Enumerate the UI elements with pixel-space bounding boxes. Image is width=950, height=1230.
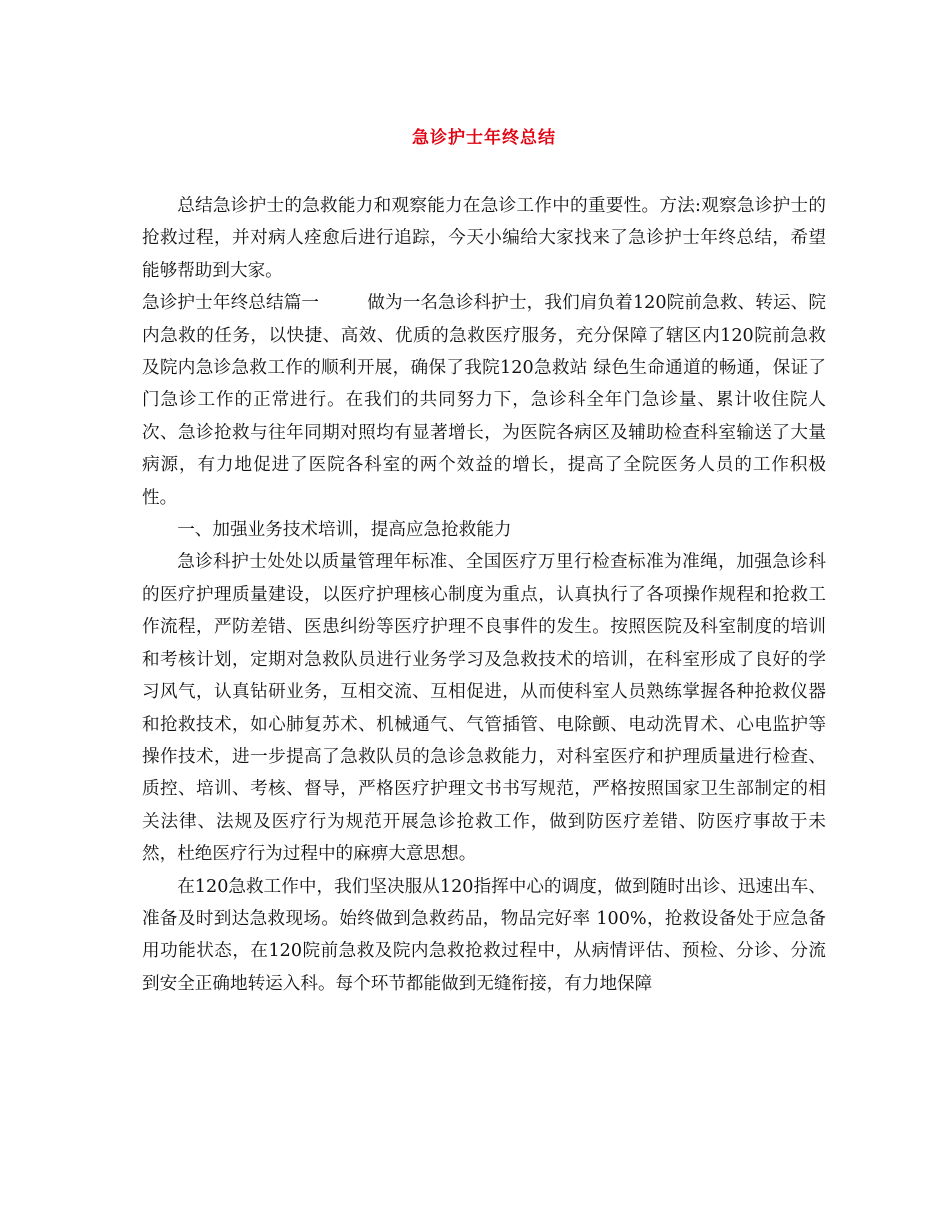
intro-paragraph: 总结急诊护士的急救能力和观察能力在急诊工作中的重要性。方法:观察急诊护士的抢救过程，并对病人痊愈后进行追踪，今天小编给大家找来了急诊护士年终总结，希望能够帮助到大家。 <box>142 196 826 281</box>
document-body <box>142 190 826 1000</box>
training-paragraph: 急诊科护士处处以质量管理年标准、全国医疗万里行检查标准为准绳，加强急诊科的医疗护理质量建设，以医疗护理核心制度为重点，认真执行了各项操作规程和抢救工作流程，严防差错、医患纠纷等医疗护理不良事件的发生。按照医院及科室制度的培训和考核计划，定期对急救队员进行业务学习及急救技术的培训，在科室形成了良好的学习风气，认真钻研业务，互相交流、互相促进，从而使科室人员熟练掌握各种抢救仪器和抢救技术，如心肺复苏术、机械通气、气管插管、电除颤、电动洗胃术、心电监护等操作技术，进一步提高了急救队员的急诊急救能力，对科室医疗和护理质量进行检查、质控、培训、考核、督导，严格医疗护理文书书写规范，严格按照国家卫生部制定的相关法律、法规及医疗行为规范开展急诊抢救工作，做到防医疗差错、防医疗事故于未然，杜绝医疗行为过程中的麻痹大意思想。 <box>142 552 826 865</box>
emergency-120-paragraph: 在120急救工作中，我们坚决服从120指挥中心的调度，做到随时出诊、迅速出车、准备及时到达急救现场。始终做到急救药品，物品完好率 100%，抢救设备处于应急备用功能状态，在120院前急救及院内急救抢救过程中，从病情评估、预检、分诊、分流到安全正确地转运入科。每个环节都能做到无缝衔接，有力地保障 <box>142 876 826 994</box>
part-one-paragraph <box>142 287 826 514</box>
section-heading: 一、加强业务技术培训，提高应急抢救能力 <box>177 520 512 541</box>
part-first-text: 做为一名急诊科护士，我们肩负着120院前急救、转运、院内急救的任务，以快捷、高效、优质的急救医疗服务，充分保障了辖区内120院前急救及院内急诊急救工作的顺利开展，确保了我院120急救站 绿色生命通道的畅通，保证了门急诊工作的正常进行。在我们的共同努力下，急诊科全年门急诊量、累计收住院人次、急诊抢救与往年同期对照均有显著增长，为医院各病区及辅助检查科室输送了大量病源，有力地促进了医院各科室的两个效益的增长，提高了全院医务人员的工作积极性。 <box>142 293 826 508</box>
document-title: 急诊护士年终总结 <box>412 128 556 148</box>
part-label: 急诊护士年终总结篇一 <box>142 293 320 314</box>
